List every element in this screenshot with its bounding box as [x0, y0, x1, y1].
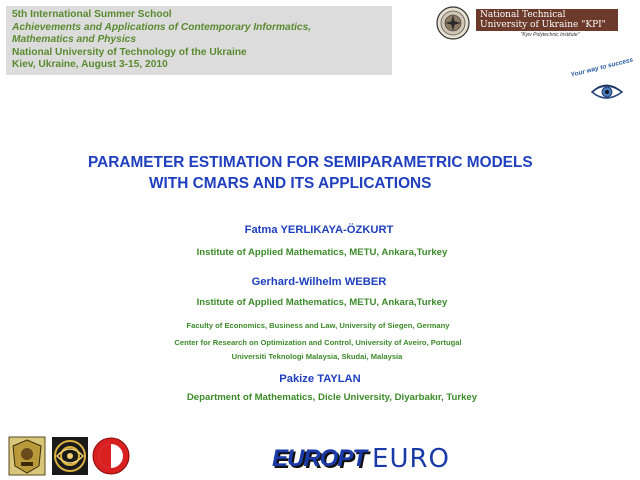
kpi-line-1: National Technical — [480, 10, 566, 20]
author-2-affiliation-3: Center for Research on Optimization and Control, University of Aveiro, Portugal — [174, 338, 462, 347]
eye-logo — [570, 56, 634, 106]
partner-logos — [8, 436, 130, 476]
kpi-logo — [436, 6, 618, 38]
conference-line-2: Achievements and Applications of Contemporary Informatics, — [12, 21, 312, 33]
geometric-logo-icon — [51, 436, 89, 476]
author-name-3: Pakize TAYLAN — [279, 373, 361, 385]
europt-logo: EUROPT — [272, 445, 367, 472]
conference-line-5: Kiev, Ukraine, August 3-15, 2010 — [12, 59, 168, 71]
author-2-affiliation-1: Institute of Applied Mathematics, METU, Ankara,Turkey — [196, 297, 448, 308]
eye-logo-text: Your way to success — [570, 56, 634, 79]
red-circle-logo-icon — [92, 436, 130, 476]
conference-line-4: National University of Technology of the Ukraine — [12, 46, 247, 58]
euro-logo: EURO — [372, 444, 451, 474]
author-1-affiliation-1: Institute of Applied Mathematics, METU, Ankara,Turkey — [196, 247, 448, 258]
author-name-1: Fatma YERLIKAYA-ÖZKURT — [244, 224, 394, 236]
conference-info-box — [6, 6, 392, 75]
kpi-subtitle: "Kyiv Polytechnic Institute" — [520, 32, 580, 38]
presentation-title — [88, 152, 628, 194]
university-crest-icon — [8, 436, 46, 476]
title-line-2: WITH CMARS AND ITS APPLICATIONS — [149, 175, 432, 192]
europt-euro-logos — [272, 444, 450, 474]
author-2-affiliation-2: Faculty of Economics, Business and Law, University of Siegen, Germany — [186, 321, 450, 330]
eye-icon — [570, 72, 632, 106]
kpi-line-2: University of Ukraine "KPI" — [480, 20, 606, 30]
author-3-affiliation-1: Department of Mathematics, Dicle University, Diyarbakır, Turkey — [186, 392, 478, 403]
author-2-affiliation-4: Universiti Teknologi Malaysia, Skudai, Malaysia — [231, 352, 403, 361]
conference-line-3: Mathematics and Physics — [12, 34, 136, 46]
conference-line-1: 5th International Summer School — [12, 9, 172, 20]
kpi-banner — [476, 9, 618, 31]
title-line-1: PARAMETER ESTIMATION FOR SEMIPARAMETRIC MODELS — [88, 154, 533, 171]
kpi-seal-icon — [436, 6, 470, 40]
author-name-2: Gerhard-Wilhelm WEBER — [251, 276, 387, 288]
